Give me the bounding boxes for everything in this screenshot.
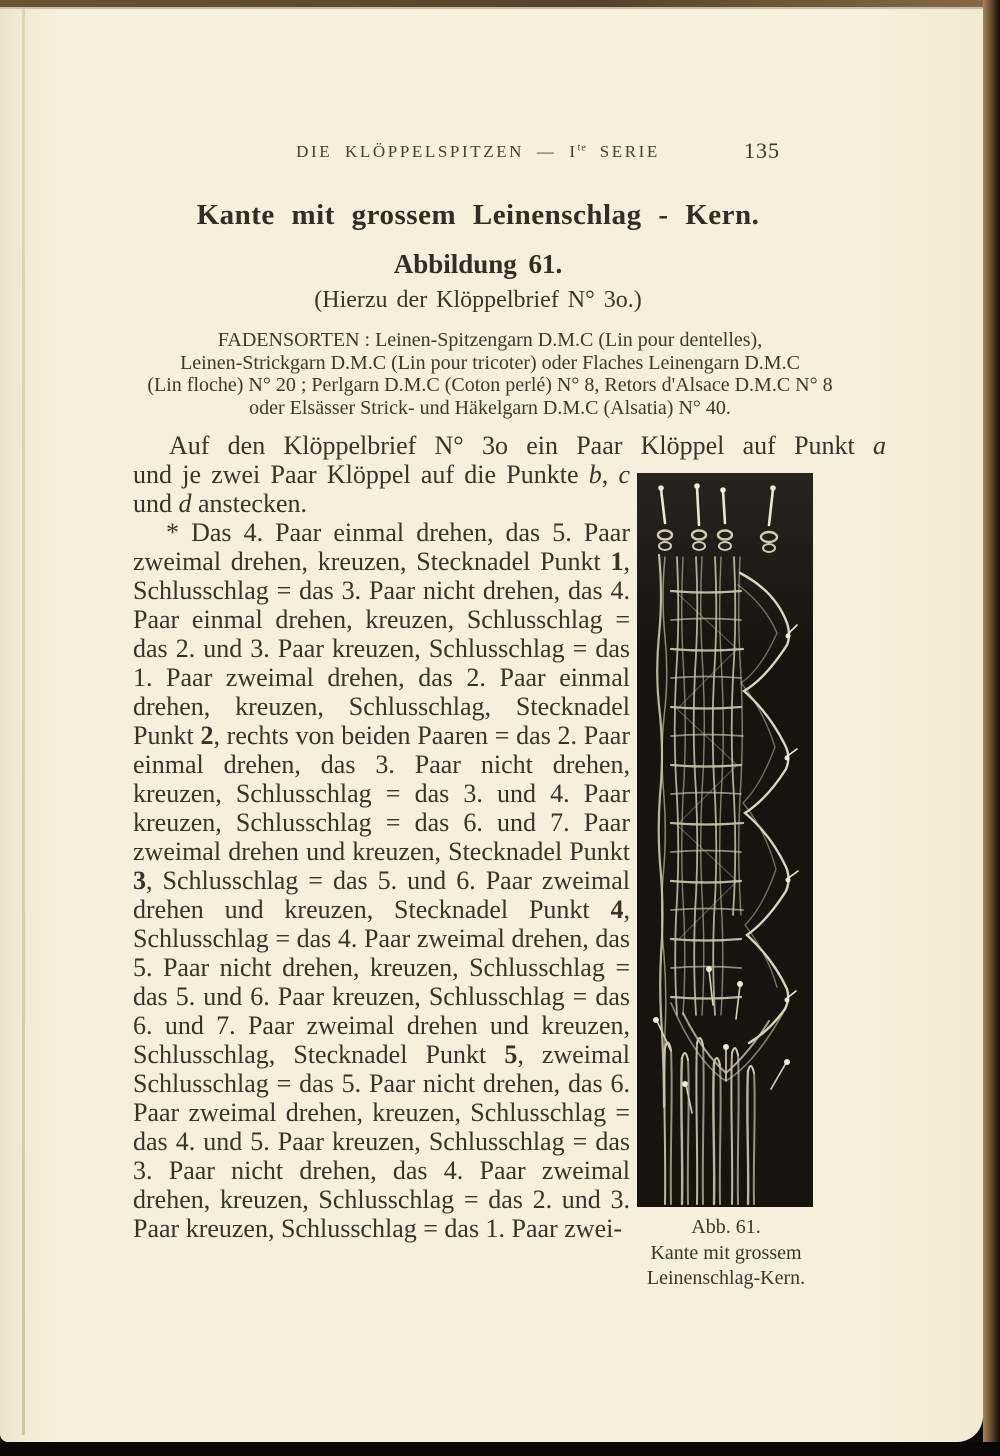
- running-title-superscript: te: [577, 142, 587, 154]
- book-page-edges: [983, 0, 1000, 1456]
- pattern-reference-note: (Hierzu der Klöppelbrief N° 3o.): [314, 287, 642, 313]
- gutter-crease: [22, 7, 25, 1435]
- section-title: Kante mit grossem Leinenschlag - Kern.: [196, 199, 760, 231]
- figure-caption: [615, 1215, 837, 1291]
- figure-heading: Abbildung 61.: [393, 249, 563, 279]
- materials-note: [120, 329, 860, 419]
- materials-line: oder Elsässer Strick- und Häkelgarn D.M.C (Alsatia) N° 40.: [249, 396, 731, 419]
- materials-line: Leinen-Strickgarn D.M.C (Lin pour tricoter) oder Flaches Leinengarn D.M.C: [180, 351, 800, 374]
- materials-line: FADENSORTEN : Leinen-Spitzengarn D.M.C (Lin pour dentelles),: [217, 329, 763, 351]
- figure-caption-text: Kante mit grossem: [650, 1242, 802, 1264]
- materials-line: (Lin floche) N° 20 ; Perlgarn D.M.C (Coton perlé) N° 8, Retors d'Alsace D.M.C N° 8: [147, 374, 833, 396]
- book-bottom-edge: [0, 1442, 1000, 1456]
- figure-caption-text: Leinenschlag-Kern.: [646, 1267, 806, 1289]
- body-paragraph-instructions: * Das 4. Paar einmal drehen, das 5. Paar zweimal drehen, kreuzen, Stecknadel Punkt 1, Schlusschlag = das 3. Paar nicht drehen, das 4. Paar einmal drehen, kreuzen, Schlusschlag = das 2. und 3. Paar kreuzen, Schlusschlag = das 1. Paar zweimal drehen, das 2. Paar einmal drehen, kreuzen, Schlusschlag, Stecknadel Punkt 2, rechts von beiden Paaren = das 2. Paar einmal drehen, das 3. Paar nicht drehen, kreuzen, Schlusschlag = das 3. und 4. Paar kreuzen, Schlusschlag = das 6. und 7. Paar zweimal drehen und kreuzen, Stecknadel Punkt 3, Schlusschlag = das 5. und 6. Paar zweimal drehen und kreuzen, Stecknadel Punkt 4, Schlusschlag = das 4. Paar zweimal drehen, das 5. Paar nicht drehen, kreuzen, Schlusschlag = das 5. und 6. Paar kreuzen, Schlusschlag = das 6. und 7. Paar zweimal drehen und kreuzen, Schlusschlag, Stecknadel Punkt 5, zweimal Schlusschlag = das 5. Paar nicht drehen, das 6. Paar zweimal drehen, kreuzen, Schlusschlag = das 4. und 5. Paar kreuzen, Schlusschlag = das 3. Paar nicht drehen, das 4. Paar zweimal drehen, kreuzen, Schlusschlag = das 2. und 3. Paar kreuzen, Schlusschlag = das 1. Paar zwei-: [133, 518, 630, 1243]
- page-number: 135: [744, 138, 780, 163]
- body-paragraph-opening-rest: und je zwei Paar Klöppel auf die Punkte b, c und d anstecken.: [133, 460, 630, 518]
- book-top-edge: [0, 0, 1000, 7]
- lace-figure: [637, 473, 813, 1207]
- lace-photo: [637, 473, 813, 1207]
- figure-caption-number: Abb. 61.: [691, 1216, 761, 1238]
- running-title-end: SERIE: [586, 142, 660, 161]
- body-paragraph-opening-line: Auf den Klöppelbrief N° 3o ein Paar Klöppel auf Punkt a: [169, 431, 886, 460]
- book-top-edge-highlight: [0, 7, 1000, 9]
- running-title: DIE KLÖPPELSPITZEN — I: [296, 142, 578, 161]
